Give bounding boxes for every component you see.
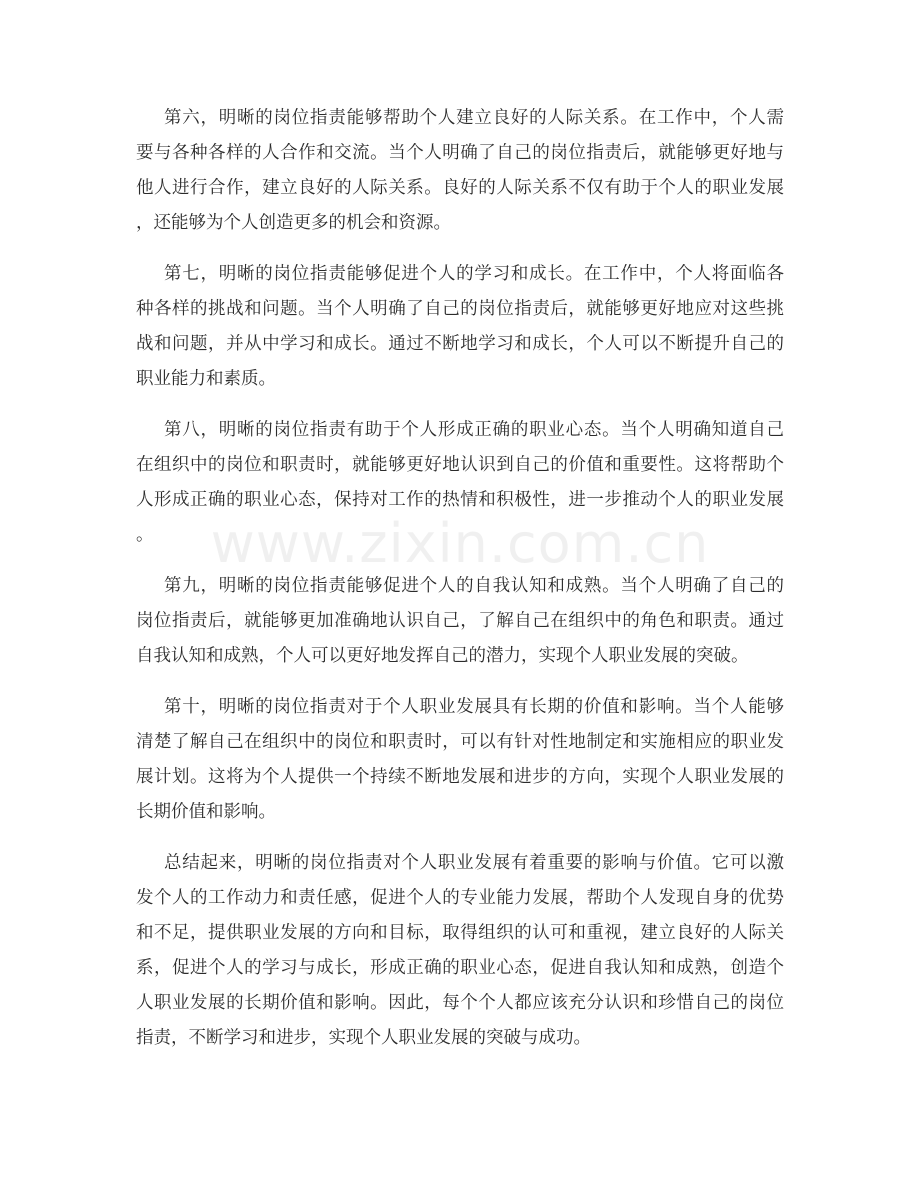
- paragraph-line: 种各样的挑战和问题。当个人明确了自己的岗位指责后，就能够更好地应对这些挑: [136, 299, 784, 319]
- paragraph-line: 人职业发展的长期价值和影响。因此，每个个人都应该充分认识和珍惜自己的岗位: [136, 993, 784, 1013]
- paragraph-line: 在组织中的岗位和职责时，就能够更好地认识到自己的价值和重要性。这将帮助个: [136, 455, 784, 475]
- paragraph-line: 自我认知和成熟，个人可以更好地发挥自己的潜力，实现个人职业发展的突破。: [136, 646, 749, 666]
- paragraph-line: 第九，明晰的岗位指责能够促进个人的自我认知和成熟。当个人明确了自己的: [164, 576, 784, 596]
- paragraph: [136, 569, 784, 674]
- paragraph-line: ，还能够为个人创造更多的机会和资源。: [136, 213, 451, 233]
- paragraph: [136, 257, 784, 397]
- paragraph-line: 清楚了解自己在组织中的岗位和职责时，可以有针对性地制定和实施相应的职业发: [136, 732, 784, 752]
- paragraph: [136, 690, 784, 830]
- paragraph-line: 岗位指责后，就能够更加准确地认识自己，了解自己在组织中的角色和职责。通过: [136, 611, 784, 631]
- paragraph-line: 指责，不断学习和进步，实现个人职业发展的突破与成功。: [136, 1028, 591, 1048]
- watermark: www.zixin.com.cn: [210, 512, 710, 575]
- paragraph-line: 第六，明晰的岗位指责能够帮助个人建立良好的人际关系。在工作中，个人需: [164, 108, 784, 128]
- paragraph-line: 。: [136, 525, 154, 545]
- paragraph-line: 人形成正确的职业心态，保持对工作的热情和积极性，进一步推动个人的职业发展: [136, 490, 784, 510]
- paragraph-line: 第十，明晰的岗位指责对于个人职业发展具有长期的价值和影响。当个人能够: [164, 697, 784, 717]
- paragraph-line: 系，促进个人的学习与成长，形成正确的职业心态，促进自我认知和成熟，创造个: [136, 958, 784, 978]
- paragraph-line: 展计划。这将为个人提供一个持续不断地发展和进步的方向，实现个人职业发展的: [136, 767, 784, 787]
- document-body: [136, 101, 784, 1072]
- paragraph-line: 和不足，提供职业发展的方向和目标，取得组织的认可和重视，建立良好的人际关: [136, 923, 784, 943]
- paragraph-line: 要与各种各样的人合作和交流。当个人明确了自己的岗位指责后，就能够更好地与: [136, 143, 784, 163]
- paragraph-line: 长期价值和影响。: [136, 802, 276, 822]
- paragraph: [136, 846, 784, 1056]
- paragraph-line: 总结起来，明晰的岗位指责对个人职业发展有着重要的影响与价值。它可以激: [164, 853, 784, 873]
- paragraph-line: 第七，明晰的岗位指责能够促进个人的学习和成长。在工作中，个人将面临各: [164, 264, 784, 284]
- paragraph-line: 战和问题，并从中学习和成长。通过不断地学习和成长，个人可以不断提升自己的: [136, 334, 784, 354]
- paragraph-line: 第八，明晰的岗位指责有助于个人形成正确的职业心态。当个人明确知道自己: [164, 420, 784, 440]
- paragraph: [136, 101, 784, 241]
- paragraph-line: 他人进行合作，建立良好的人际关系。良好的人际关系不仅有助于个人的职业发展: [136, 178, 784, 198]
- paragraph-line: 发个人的工作动力和责任感，促进个人的专业能力发展，帮助个人发现自身的优势: [136, 888, 784, 908]
- paragraph: [136, 413, 784, 553]
- paragraph-line: 职业能力和素质。: [136, 369, 276, 389]
